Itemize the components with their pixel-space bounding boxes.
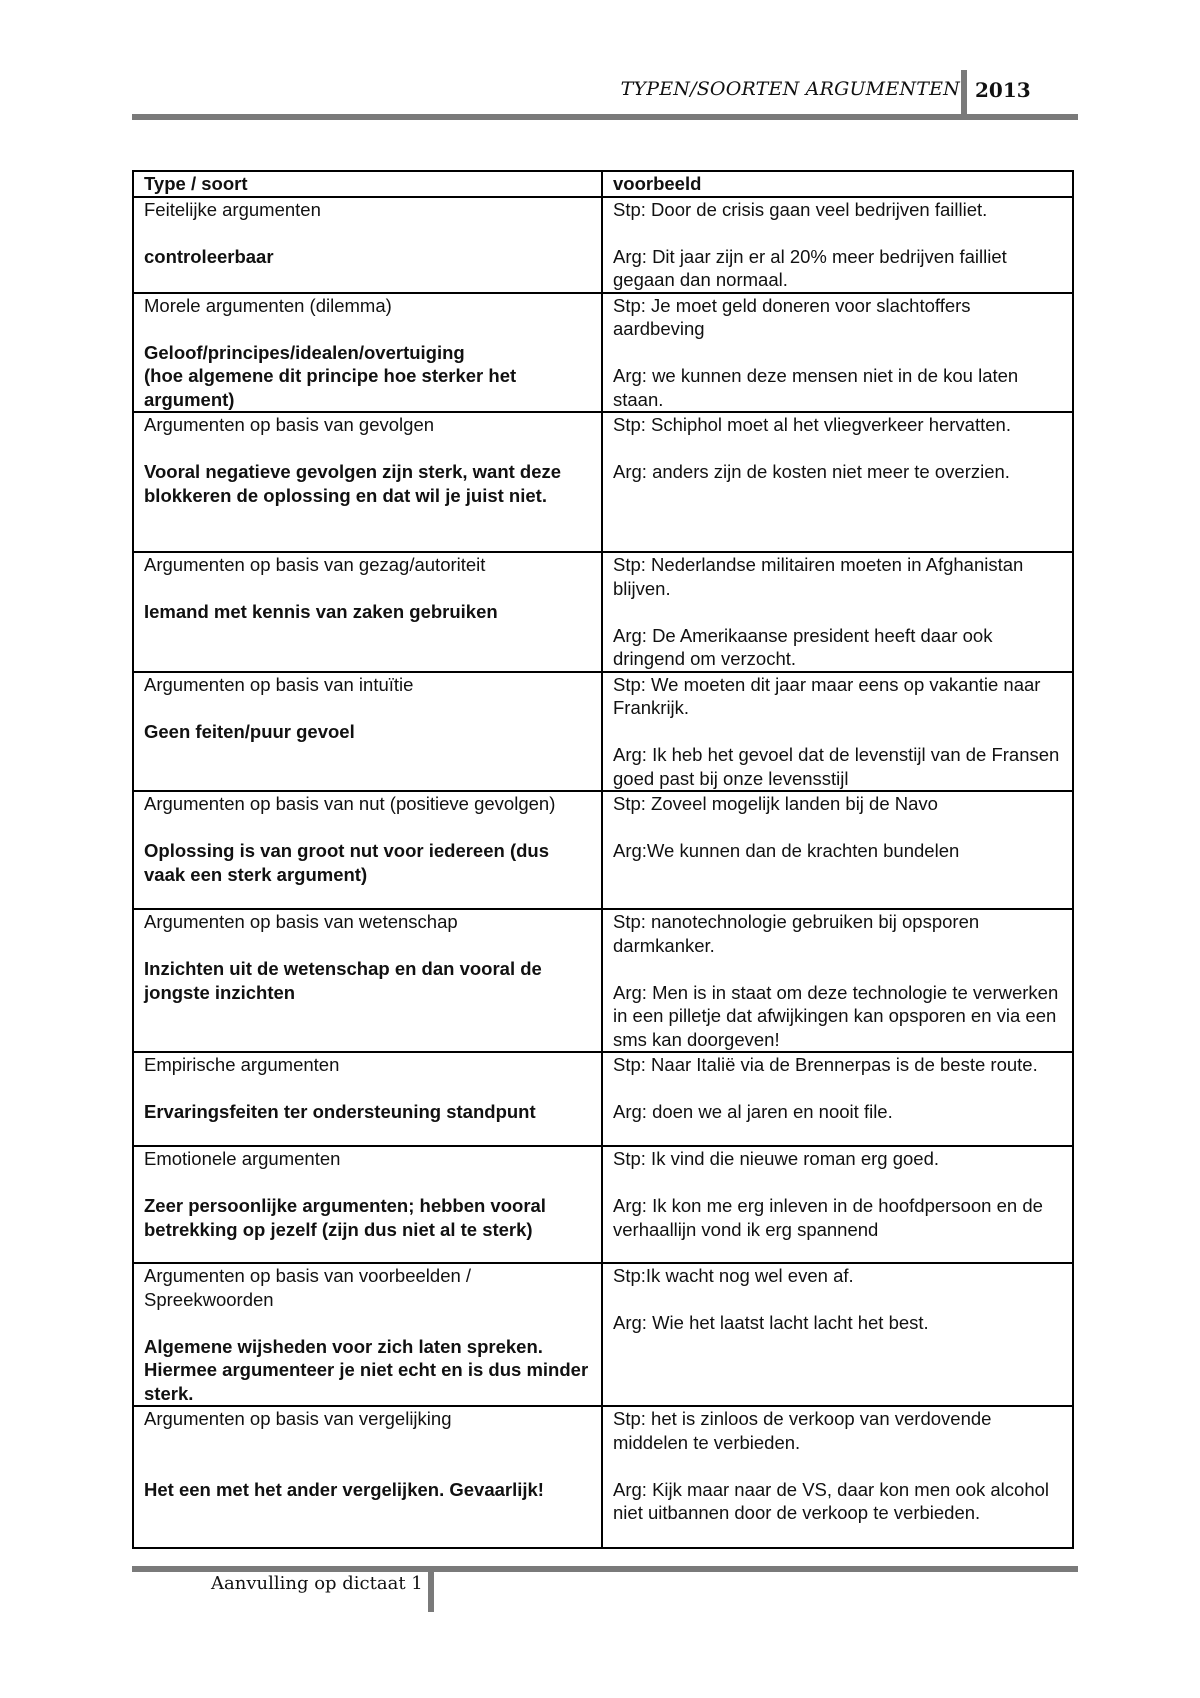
example-standpoint: Stp: nanotechnologie gebruiken bij opsporen darmkanker. [613, 911, 980, 956]
type-name: Morele argumenten (dilemma) [144, 294, 392, 316]
table-row [133, 1052, 1073, 1146]
header-title: TYPEN/SOORTEN ARGUMENTEN [620, 78, 960, 100]
example-standpoint: Stp:Ik wacht nog wel even af. [613, 1265, 854, 1286]
example-argument: Arg: De Amerikaanse president heeft daar ook dringend om verzocht. [613, 624, 993, 669]
type-cell [133, 672, 602, 792]
example-argument: Arg: Men is in staat om deze technologie te verwerken in een pilletje dat afwijkingen kan opsporen en via een sms kan doorgeven! [613, 981, 1059, 1050]
example-cell [602, 197, 1073, 293]
example-argument: Arg:We kunnen dan de krachten bundelen [613, 840, 960, 861]
example-standpoint: Stp: We moeten dit jaar maar eens op vakantie naar Frankrijk. [613, 673, 1041, 718]
example-argument: Arg: Ik heb het gevoel dat de levenstijl van de Fransen goed past bij onze levensstijl [613, 744, 1060, 789]
type-cell [133, 909, 602, 1052]
footer-divider [428, 1568, 434, 1612]
type-description: Inzichten uit de wetenschap en dan vooral de jongste inzichten [144, 958, 542, 1003]
type-name: Argumenten op basis van intuïtie [144, 673, 414, 695]
type-name: Argumenten op basis van nut (positieve gevolgen) [144, 793, 556, 814]
table-row [133, 197, 1073, 293]
type-description: Het een met het ander vergelijken. Gevaarlijk! [144, 1478, 544, 1500]
type-cell [133, 197, 602, 293]
example-cell [602, 1263, 1073, 1406]
example-cell [602, 293, 1073, 413]
type-cell [133, 1263, 602, 1406]
example-argument: Arg: Ik kon me erg inleven in de hoofdpersoon en de verhaallijn vond ik erg spannend [613, 1195, 1043, 1240]
table-row [133, 672, 1073, 792]
table-row [133, 412, 1073, 552]
type-description: Vooral negatieve gevolgen zijn sterk, want deze blokkeren de oplossing en dat wil je juist niet. [144, 461, 562, 506]
type-name: Argumenten op basis van voorbeelden / Spreekwoorden [144, 1265, 472, 1310]
column-header-type: Type / soort [133, 171, 602, 197]
type-cell [133, 791, 602, 909]
type-name: Argumenten op basis van vergelijking [144, 1408, 452, 1429]
type-name: Argumenten op basis van gezag/autoriteit [144, 554, 486, 575]
table-row [133, 791, 1073, 909]
table-row [133, 1146, 1073, 1263]
type-cell [133, 1146, 602, 1263]
type-name: Argumenten op basis van gevolgen [144, 414, 435, 435]
table-row [133, 293, 1073, 413]
header-year: 2013 [975, 78, 1031, 102]
type-name: Argumenten op basis van wetenschap [144, 911, 458, 932]
header-rule [132, 114, 1078, 120]
footer-rule [132, 1566, 1078, 1572]
example-argument: Arg: Wie het laatst lacht lacht het best. [613, 1312, 929, 1333]
type-cell [133, 552, 602, 672]
column-header-example: voorbeeld [602, 171, 1073, 197]
example-argument: Arg: Kijk maar naar de VS, daar kon men ook alcohol niet uitbannen door de verkoop te verbieden. [613, 1478, 1050, 1523]
type-cell [133, 1052, 602, 1146]
type-description: controleerbaar [144, 245, 274, 267]
type-description: Geloof/principes/idealen/overtuiging (hoe algemene dit principe hoe sterker het argument) [144, 341, 517, 410]
table-row [133, 1406, 1073, 1548]
table-row [133, 909, 1073, 1052]
example-standpoint: Stp: Door de crisis gaan veel bedrijven failliet. [613, 198, 988, 220]
type-description: Zeer persoonlijke argumenten; hebben vooral betrekking op jezelf (zijn dus niet al te sterk) [144, 1195, 546, 1240]
example-argument: Arg: Dit jaar zijn er al 20% meer bedrijven failliet gegaan dan normaal. [613, 245, 1007, 290]
header-divider [961, 70, 967, 116]
type-description: Iemand met kennis van zaken gebruiken [144, 601, 498, 622]
example-standpoint: Stp: Nederlandse militairen moeten in Afghanistan blijven. [613, 554, 1024, 599]
type-description: Ervaringsfeiten ter ondersteuning standpunt [144, 1101, 536, 1122]
table-header-row [133, 171, 1073, 197]
type-name: Emotionele argumenten [144, 1148, 341, 1169]
example-cell [602, 412, 1073, 552]
example-cell [602, 1406, 1073, 1548]
example-argument: Arg: we kunnen deze mensen niet in de kou laten staan. [613, 365, 1019, 410]
example-standpoint: Stp: Naar Italië via de Brennerpas is de beste route. [613, 1054, 1038, 1075]
example-argument: Arg: doen we al jaren en nooit file. [613, 1101, 893, 1122]
type-cell [133, 293, 602, 413]
type-description: Algemene wijsheden voor zich laten spreken. Hiermee argumenteer je niet echt en is dus minder sterk. [144, 1335, 589, 1404]
example-standpoint: Stp: Je moet geld doneren voor slachtoffers aardbeving [613, 294, 971, 339]
example-cell [602, 672, 1073, 792]
example-standpoint: Stp: Zoveel mogelijk landen bij de Navo [613, 793, 938, 814]
example-cell [602, 552, 1073, 672]
example-cell [602, 791, 1073, 909]
type-description: Geen feiten/puur gevoel [144, 720, 355, 742]
example-standpoint: Stp: Schiphol moet al het vliegverkeer hervatten. [613, 414, 1011, 435]
table-row [133, 1263, 1073, 1406]
type-description: Oplossing is van groot nut voor iedereen (dus vaak een sterk argument) [144, 840, 549, 885]
type-name: Empirische argumenten [144, 1054, 340, 1075]
example-cell [602, 1146, 1073, 1263]
argument-types-table [132, 170, 1074, 1549]
example-standpoint: Stp: het is zinloos de verkoop van verdovende middelen te verbieden. [613, 1408, 992, 1453]
example-cell [602, 1052, 1073, 1146]
type-name: Feitelijke argumenten [144, 198, 321, 220]
example-standpoint: Stp: Ik vind die nieuwe roman erg goed. [613, 1148, 939, 1169]
example-cell [602, 909, 1073, 1052]
example-argument: Arg: anders zijn de kosten niet meer te overzien. [613, 461, 1010, 482]
footer-text: Aanvulling op dictaat 1 [211, 1573, 423, 1594]
type-cell [133, 1406, 602, 1548]
table-row [133, 552, 1073, 672]
type-cell [133, 412, 602, 552]
